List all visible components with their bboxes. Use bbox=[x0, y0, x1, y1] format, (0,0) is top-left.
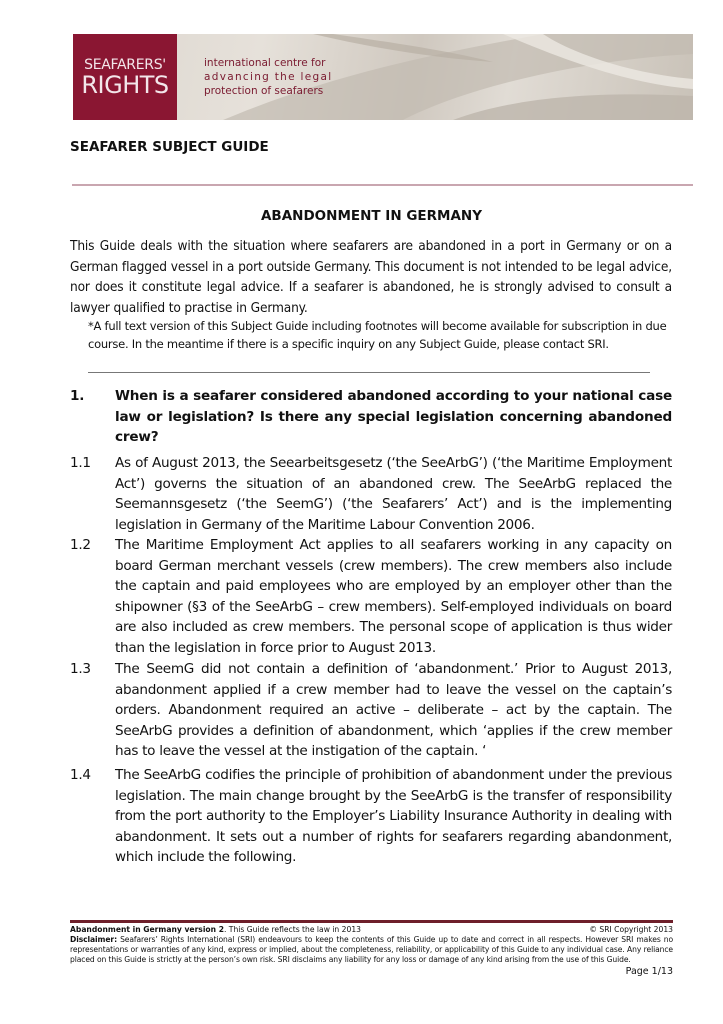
tagline-line: advancing the legal bbox=[204, 71, 333, 83]
series-title: SEAFARER SUBJECT GUIDE bbox=[70, 139, 269, 155]
header-divider bbox=[72, 184, 693, 186]
disclaimer bbox=[70, 935, 673, 965]
paragraph-number: 1.3 bbox=[70, 661, 91, 677]
page-title: ABANDONMENT IN GERMANY bbox=[260, 208, 482, 224]
paragraph-text: The SeemG did not contain a definition of ‘abandonment.’ Prior to August 2013, abandonment applied if a crew member had to leave the vessel on the captain’s orders. Abandonment required an active – deliberate – act by the captain. The SeeArbG provides a definition of abandonment, which ‘applies if the crew member has to leave the vessel at the instigation of the captain. ‘ bbox=[115, 661, 672, 759]
intro-paragraph: This Guide deals with the situation where seafarers are abandoned in a port in Germany or on a German flagged vessel in a port outside Germany. This document is not intended to be legal advice, nor does it constitute legal advice. If a seafarer is abandoned, he is strongly advised to consult a lawyer qualified to practise in Germany. bbox=[70, 238, 672, 316]
disclaimer-label: Disclaimer: bbox=[70, 935, 118, 944]
disclaimer-text: Seafarers’ Rights International (SRI) endeavours to keep the contents of this Guide up to date and correct in all respects. However SRI makes no representations or warranties of any kind, express or implied, about the completeness, reliability, or applicability of this Guide to any individual case. Any reliance placed on this Guide is strictly at the person’s own risk. SRI disclaims any liability for any loss or damage of any kind arising from the use of this Guide. bbox=[70, 935, 673, 964]
question-text: When is a seafarer considered abandoned according to your national case law or legislation? Is there any special legislation concerning abandoned crew? bbox=[115, 388, 672, 445]
page-number: Page 1/13 bbox=[625, 966, 673, 977]
footer-version bbox=[70, 925, 361, 935]
version-note: . This Guide reflects the law in 2013 bbox=[223, 925, 361, 934]
question-heading bbox=[70, 386, 672, 448]
paragraph-1-1 bbox=[70, 453, 672, 535]
paragraph-number: 1.4 bbox=[70, 767, 91, 783]
paragraph-text: The Maritime Employment Act applies to all seafarers working in any capacity on board German merchant vessels (crew members). The crew members also include the captain and paid employees who are employed by an employer other than the shipowner (§3 of the SeeArbG – crew members). Self-employed individuals on board are also included as crew members. The personal scope of application is thus wider than the legislation in force prior to August 2013. bbox=[115, 537, 672, 656]
logo-line1: SEAFARERS' bbox=[84, 57, 166, 73]
subscription-note: *A full text version of this Subject Guide including footnotes will become available for subscription in due course. In the meantime if there is a specific inquiry on any Subject Guide, please contact SRI. bbox=[88, 319, 667, 351]
logo bbox=[73, 34, 177, 120]
tagline bbox=[204, 56, 332, 98]
paragraph-1-2 bbox=[70, 535, 672, 658]
version-label: Abandonment in Germany version 2 bbox=[70, 925, 224, 934]
header-banner bbox=[73, 34, 693, 120]
paragraph-1-4 bbox=[70, 765, 672, 868]
paragraph-1-3 bbox=[70, 659, 672, 762]
copyright: © SRI Copyright 2013 bbox=[589, 925, 673, 934]
tagline-line: international centre for bbox=[204, 57, 326, 69]
paragraph-number: 1.1 bbox=[70, 455, 91, 471]
tagline-line: protection of seafarers bbox=[204, 85, 324, 97]
footer-divider bbox=[70, 920, 673, 923]
question-number: 1. bbox=[70, 388, 85, 404]
note-divider bbox=[88, 372, 650, 373]
paragraph-text: The SeeArbG codifies the principle of prohibition of abandonment under the previous legislation. The main change brought by the SeeArbG is the transfer of responsibility from the port authority to the Employer’s Liability Insurance Authority in dealing with abandonment. It sets out a number of rights for seafarers regarding abandonment, which include the following. bbox=[115, 767, 672, 865]
paragraph-number: 1.2 bbox=[70, 537, 91, 553]
logo-line2: RIGHTS bbox=[81, 71, 169, 99]
paragraph-text: As of August 2013, the Seearbeitsgesetz (‘the SeeArbG’) (‘the Maritime Employment Act’) governs the situation of an abandoned crew. The SeeArbG replaced the Seemannsgesetz (‘the SeemG’) (‘the Seafarers’ Act’) and is the implementing legislation in Germany of the Maritime Labour Convention 2006. bbox=[115, 455, 672, 533]
footer bbox=[70, 925, 673, 965]
